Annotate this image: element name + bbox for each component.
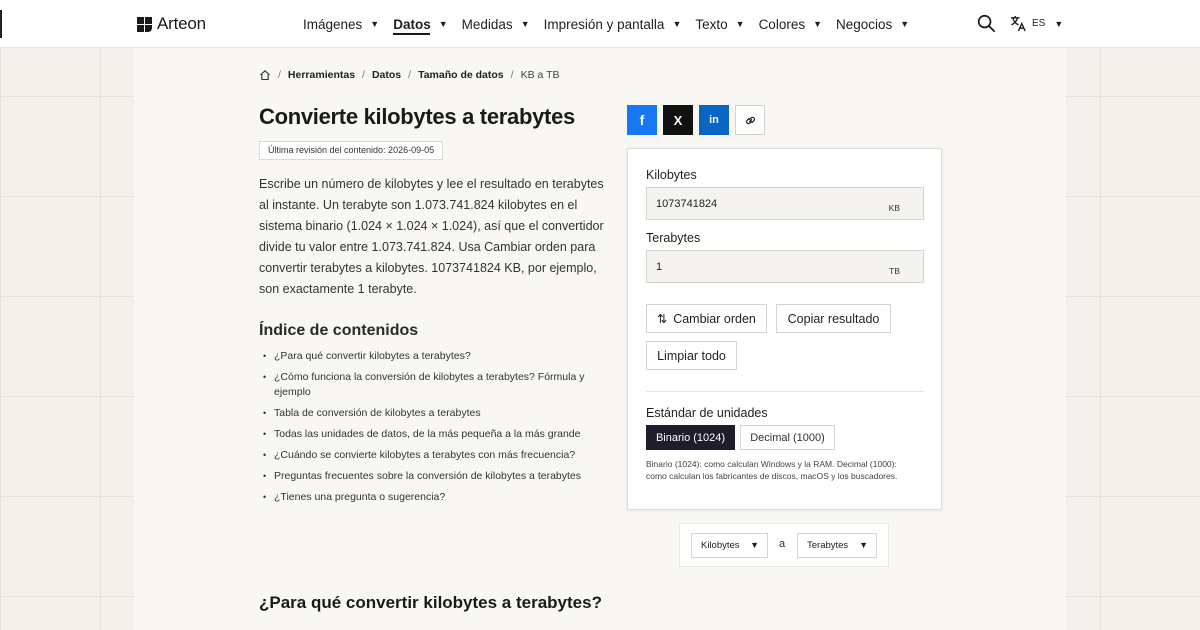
link-icon	[744, 114, 757, 127]
caret-down-icon: ▼	[813, 19, 823, 29]
clear-all-label: Limpiar todo	[657, 348, 726, 363]
swap-order-label: Cambiar orden	[673, 311, 756, 326]
breadcrumb	[259, 69, 560, 81]
x-icon: X	[673, 112, 683, 128]
toc-link[interactable]: ¿Tienes una pregunta o sugerencia?	[274, 491, 446, 503]
converter-card	[627, 148, 942, 510]
toc-title: Índice de contenidos	[259, 322, 419, 339]
picker-connector: a	[779, 538, 786, 550]
share-buttons	[627, 105, 765, 135]
language-code: ES	[1032, 18, 1046, 29]
caret-down-icon: ▼	[1054, 18, 1064, 29]
to-unit-select[interactable]	[797, 533, 877, 558]
caret-down-icon: ▼	[438, 19, 448, 29]
breadcrumb-separator: /	[510, 69, 514, 81]
standard-decimal-button[interactable]	[740, 425, 835, 450]
section-title: ¿Para qué convertir kilobytes a terabytes?	[259, 593, 602, 612]
brand-logo[interactable]	[137, 14, 206, 34]
toc-link[interactable]: Preguntas frecuentes sobre la conversión de kilobytes a terabytes	[274, 470, 582, 482]
to-unit-select-value: Terabytes	[807, 540, 849, 551]
standard-decimal-label: Decimal (1000)	[750, 431, 825, 444]
caret-down-icon: ▼	[735, 19, 745, 29]
nav-item-negocios[interactable]	[836, 0, 909, 48]
copy-link-button[interactable]	[735, 105, 765, 135]
breadcrumb-herramientas[interactable]: Herramientas	[287, 69, 356, 81]
nav-item-texto[interactable]	[695, 0, 744, 48]
toc-item[interactable]	[263, 427, 603, 442]
linkedin-share-button[interactable]	[699, 105, 729, 135]
breadcrumb-datos[interactable]: Datos	[371, 69, 402, 81]
toc-item[interactable]	[263, 469, 603, 484]
toc-link[interactable]: ¿Para qué convertir kilobytes a terabytes?	[274, 350, 471, 362]
standard-binary-button[interactable]	[646, 425, 735, 450]
swap-order-button[interactable]	[646, 304, 767, 333]
toc-item[interactable]	[263, 406, 603, 421]
from-unit-select[interactable]	[691, 533, 768, 558]
revision-badge: Última revisión del contenido: 2026-09-05	[259, 141, 443, 160]
breadcrumb-current: KB a TB	[520, 69, 560, 81]
main-content	[134, 48, 1066, 630]
top-navbar	[0, 0, 1200, 48]
caret-down-icon: ▼	[370, 19, 380, 29]
caret-down-icon: ▼	[520, 19, 530, 29]
clear-all-button[interactable]	[646, 341, 737, 370]
kilobytes-input[interactable]	[647, 188, 867, 219]
to-field[interactable]	[646, 250, 924, 283]
nav-item-label: Colores	[758, 16, 806, 32]
toc-item[interactable]	[263, 490, 603, 505]
toc-item[interactable]	[263, 349, 603, 364]
terabytes-input[interactable]	[647, 251, 867, 282]
toc-link[interactable]: ¿Cómo funciona la conversión de kilobytes a terabytes? Fórmula y ejemplo	[274, 371, 585, 398]
toc-link[interactable]: Tabla de conversión de kilobytes a terabytes	[274, 407, 481, 419]
window-edge	[0, 10, 2, 38]
caret-down-icon: ▼	[750, 540, 759, 550]
unit-standard-label: Estándar de unidades	[646, 406, 768, 420]
swap-icon: ⇅	[657, 311, 668, 326]
to-unit: TB	[889, 266, 900, 276]
nav-item-datos[interactable]	[393, 0, 447, 48]
home-icon[interactable]	[259, 69, 271, 81]
nav-item-label: Impresión y pantalla	[543, 16, 665, 32]
caret-down-icon: ▼	[672, 19, 682, 29]
page-title: Convierte kilobytes a terabytes	[259, 104, 575, 129]
linkedin-icon: in	[709, 114, 719, 126]
copy-result-button[interactable]	[776, 304, 891, 333]
toc-item[interactable]	[263, 370, 603, 400]
toc-item[interactable]	[263, 448, 603, 463]
intro-paragraph: Escribe un número de kilobytes y lee el resultado en terabytes al instante. Un terabyte son 1.073.741.824 kilobytes en el sistema binario (1.024 × 1.024 × 1.024), así que el convertidor divide tu valor entre 1.073.741.824. Usa Cambiar orden para convertir terabytes a kilobytes. 1073741824 KB, por ejemplo, son exactamente 1 terabyte.	[259, 177, 604, 296]
nav-item-impresion[interactable]	[544, 0, 682, 48]
from-field[interactable]	[646, 187, 924, 220]
toc-link[interactable]: Todas las unidades de datos, de la más pequeña a la más grande	[274, 428, 581, 440]
from-unit-select-value: Kilobytes	[701, 540, 740, 551]
to-label: Terabytes	[646, 231, 701, 245]
table-of-contents	[263, 349, 603, 511]
logo-icon	[137, 17, 152, 32]
language-selector[interactable]	[1010, 15, 1063, 32]
copy-result-label: Copiar resultado	[787, 311, 880, 326]
main-menu	[303, 0, 923, 48]
unit-picker	[679, 523, 889, 567]
nav-item-label: Medidas	[461, 16, 513, 32]
nav-item-colores[interactable]	[759, 0, 822, 48]
brand-name: Arteon	[157, 14, 206, 33]
nav-item-label: Imágenes	[303, 16, 363, 32]
facebook-icon: f	[639, 112, 645, 128]
caret-down-icon: ▼	[859, 540, 868, 550]
caret-down-icon: ▼	[900, 19, 910, 29]
unit-standard-note: Binario (1024): como calculan Windows y la RAM. Decimal (1000): como calculan los fabricantes de discos, macOS y los buscadores.	[646, 459, 898, 481]
x-share-button[interactable]	[663, 105, 693, 135]
card-divider	[646, 391, 924, 392]
breadcrumb-separator: /	[362, 69, 365, 81]
nav-item-label: Texto	[695, 16, 728, 32]
search-icon	[977, 14, 996, 33]
nav-item-imagenes[interactable]	[303, 0, 379, 48]
breadcrumb-separator: /	[278, 69, 281, 81]
toc-link[interactable]: ¿Cuándo se convierte kilobytes a terabytes con más frecuencia?	[274, 449, 576, 461]
standard-binary-label: Binario (1024)	[655, 431, 726, 444]
nav-item-medidas[interactable]	[462, 0, 530, 48]
breadcrumb-tamano-de-datos[interactable]: Tamaño de datos	[418, 69, 504, 81]
search-button[interactable]	[976, 14, 996, 34]
from-label: Kilobytes	[646, 168, 697, 182]
nav-item-label: Negocios	[836, 16, 893, 32]
facebook-share-button[interactable]	[627, 105, 657, 135]
translate-icon	[1010, 15, 1027, 32]
breadcrumb-separator: /	[408, 69, 412, 81]
from-unit: KB	[888, 203, 900, 213]
nav-item-label: Datos	[393, 16, 431, 32]
